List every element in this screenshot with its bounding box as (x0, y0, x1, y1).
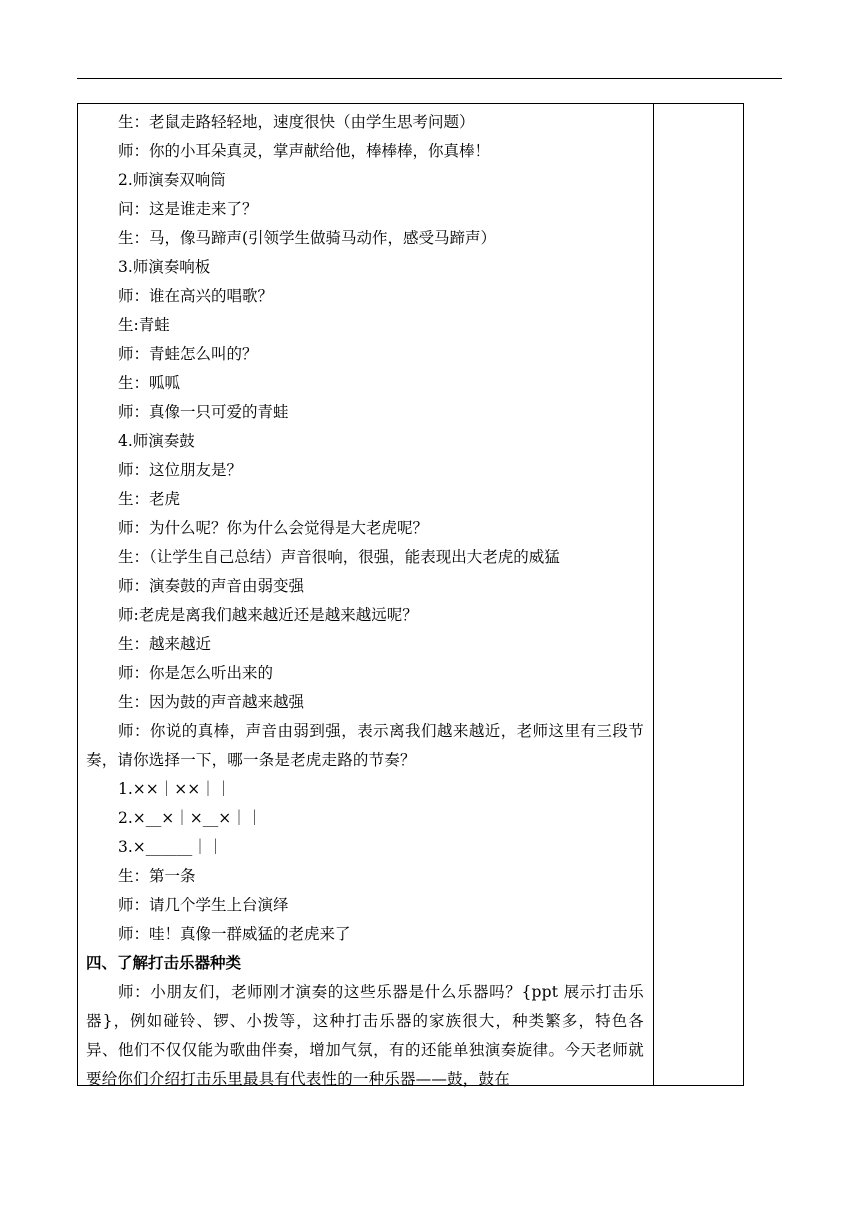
text-line: 生：老虎 (118, 490, 181, 508)
rhythm-line: 1.××｜××｜｜ (118, 780, 232, 798)
column-divider (653, 104, 654, 1085)
rhythm-line: 2.×__×｜×__×｜｜ (118, 809, 263, 827)
text-line: 2.师演奏双响筒 (118, 171, 226, 189)
text-line: 生：呱呱 (118, 374, 181, 392)
section-heading: 四、了解打击乐器种类 (86, 954, 242, 972)
text-line: 师：请几个学生上台演绎 (118, 896, 289, 914)
text-line: 师：你的小耳朵真灵，掌声献给他，棒棒棒，你真棒！ (118, 142, 491, 160)
paragraph: 师：你说的真棒，声音由弱到强，表示离我们越来越近，老师这里有三段节奏，请你选择一下，哪一条是老虎走路的节奏？ (86, 722, 644, 769)
text-line: 生：第一条 (118, 867, 196, 885)
text-line: 生:青蛙 (118, 316, 170, 334)
rhythm-line: 3.×______｜｜ (118, 838, 224, 856)
paragraph: 师：小朋友们，老师刚才演奏的这些乐器是什么乐器吗？{ppt 展示打击乐器}，例如碰铃、锣、小拨等，这种打击乐器的家族很大，种类繁多，特色各异、他们不仅仅能为歌曲伴奏，增加气氛，有的还能单独演奏旋律。今天老师就要给你们介绍打击乐里最具有代表性的一种乐器——鼓，鼓在 (86, 983, 644, 1088)
text-line: 生：老鼠走路轻轻地，速度很快（由学生思考问题） (118, 113, 475, 131)
text-line: 师：青蛙怎么叫的？ (118, 345, 258, 363)
text-line: 生：因为鼓的声音越来越强 (118, 693, 305, 711)
text-line: 4.师演奏鼓 (118, 432, 195, 450)
text-line: 师：为什么呢？你为什么会觉得是大老虎呢？ (118, 519, 429, 537)
header-rule (77, 78, 782, 79)
lesson-table (77, 103, 744, 1086)
lesson-content (86, 108, 646, 1094)
text-line: 师：真像一只可爱的青蛙 (118, 403, 289, 421)
text-line: 问：这是谁走来了？ (118, 200, 258, 218)
text-line: 师：哇！真像一群威猛的老虎来了 (118, 925, 351, 943)
text-line: 生：越来越近 (118, 635, 212, 653)
text-line: 师：谁在高兴的唱歌？ (118, 287, 274, 305)
text-line: 师：这位朋友是？ (118, 461, 243, 479)
text-line: 师：演奏鼓的声音由弱变强 (118, 577, 305, 595)
text-line: 生：马，像马蹄声(引领学生做骑马动作，感受马蹄声） (118, 229, 497, 247)
text-line: 3.师演奏响板 (118, 258, 211, 276)
text-line: 师:老虎是离我们越来越近还是越来越远呢？ (118, 606, 418, 624)
text-line: 师：你是怎么听出来的 (118, 664, 274, 682)
text-line: 生：（让学生自己总结）声音很响，很强，能表现出大老虎的威猛 (118, 548, 560, 566)
